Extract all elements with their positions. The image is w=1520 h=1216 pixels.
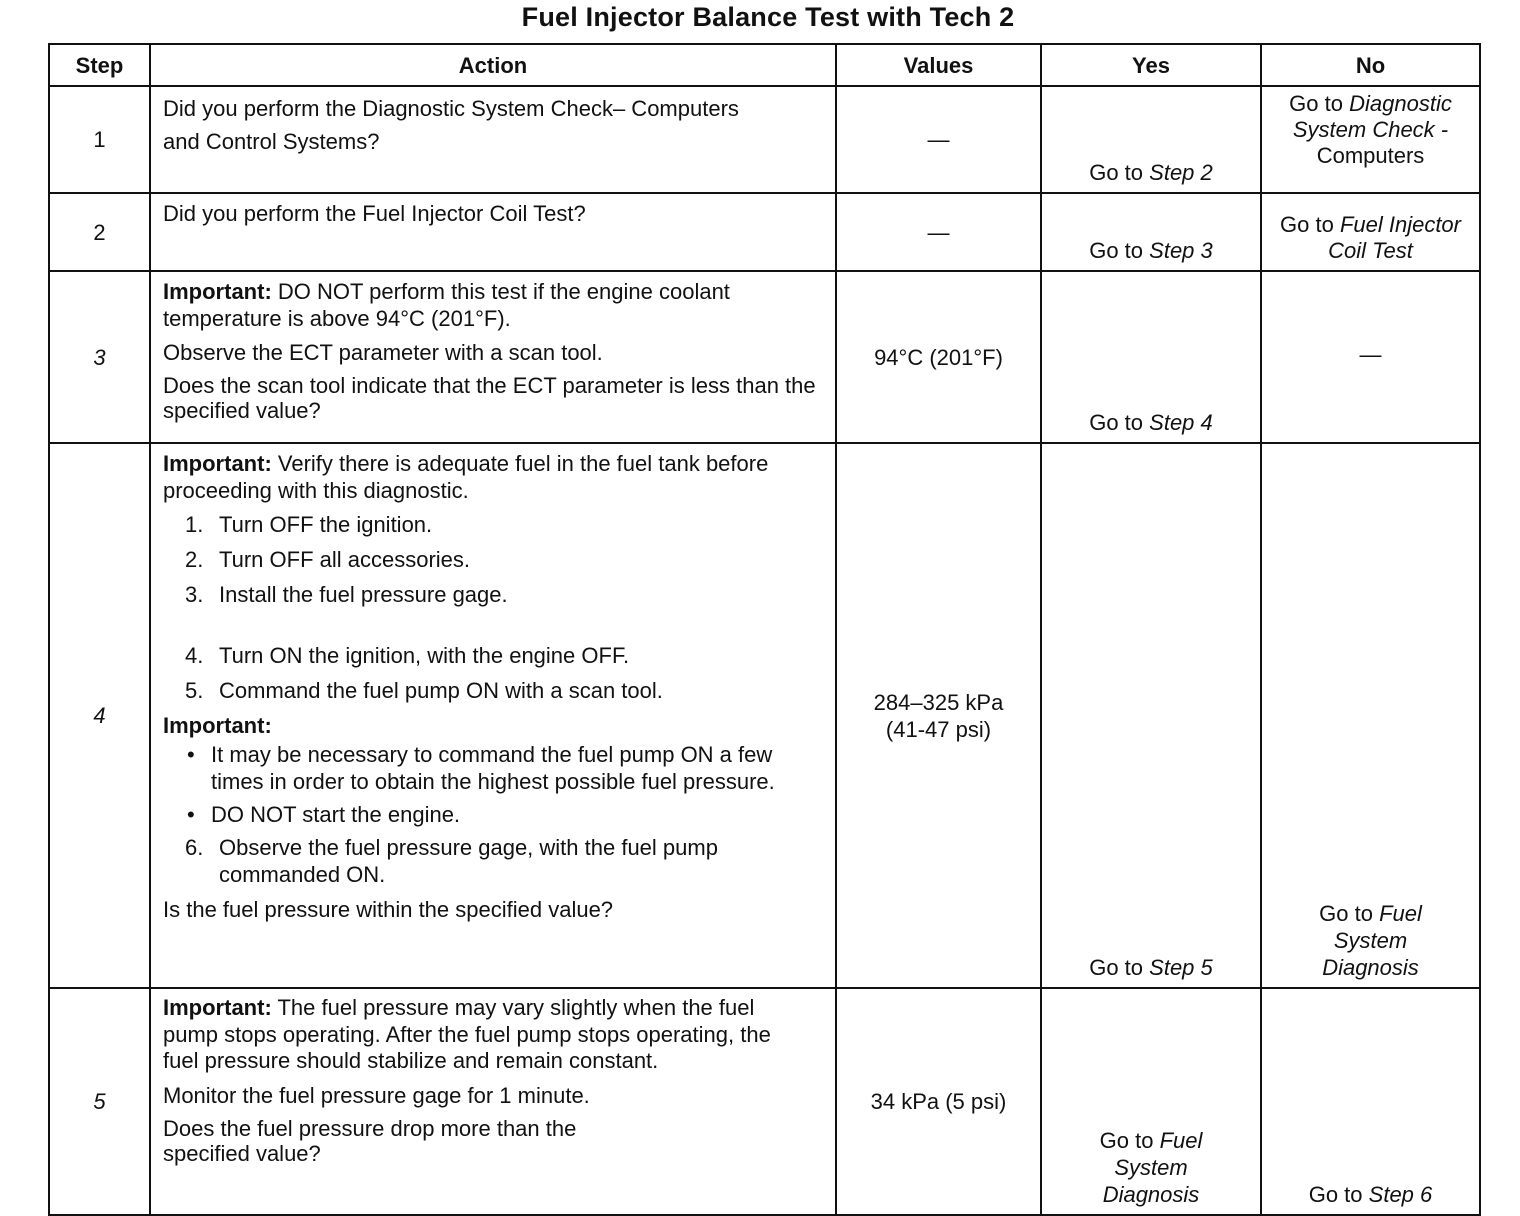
step-number: 5 xyxy=(49,988,150,1215)
go-to-text: Go to xyxy=(1308,1182,1363,1207)
action-text: Does the scan tool indicate that the ECT parameter is less than the specified value? xyxy=(163,373,816,423)
bullet-item: • DO NOT start the engine. xyxy=(187,802,461,827)
important-label: Important: xyxy=(163,279,272,304)
header-action: Action xyxy=(150,44,836,86)
yes-cell xyxy=(1041,193,1261,271)
header-no: No xyxy=(1261,44,1480,86)
go-to-text: Go to xyxy=(1099,1128,1154,1153)
go-to-text: Go to xyxy=(1089,955,1144,980)
yes-reference: Step 5 xyxy=(1149,955,1213,980)
go-to-text: Go to xyxy=(1089,410,1144,435)
action-cell xyxy=(150,443,836,988)
action-text: Is the fuel pressure within the specified value? xyxy=(163,897,614,922)
no-cell xyxy=(1261,443,1480,988)
go-to-text: Go to xyxy=(1280,212,1334,237)
yes-reference: Step 3 xyxy=(1149,238,1213,263)
important-label: Important: xyxy=(163,713,272,738)
header-row xyxy=(49,44,1480,86)
table-row xyxy=(49,271,1480,443)
yes-cell xyxy=(1041,988,1261,1215)
go-to-text: Go to xyxy=(1289,91,1343,116)
go-to-text: Go to xyxy=(1089,160,1144,185)
important-label: Important: xyxy=(163,995,272,1020)
go-to-text: Go to xyxy=(1089,238,1144,263)
no-cell xyxy=(1261,193,1480,271)
action-cell xyxy=(150,271,836,443)
no-cell: — xyxy=(1261,271,1480,443)
bullet-icon: • xyxy=(187,802,195,827)
yes-reference: Step 2 xyxy=(1149,160,1213,185)
yes-cell xyxy=(1041,86,1261,193)
action-cell xyxy=(150,86,836,193)
list-item: 2. Turn OFF all accessories. xyxy=(185,547,471,572)
values-cell xyxy=(836,443,1041,988)
diagnostic-table xyxy=(48,43,1481,1216)
bullet-icon: • xyxy=(187,742,195,767)
header-yes: Yes xyxy=(1041,44,1261,86)
action-text: Did you perform the Fuel Injector Coil Test? xyxy=(163,201,586,226)
table-row xyxy=(49,443,1480,988)
step-number: 3 xyxy=(49,271,150,443)
value-text: 284–325 kPa xyxy=(873,689,1004,715)
important-text: Verify there is adequate fuel in the fuel tank before proceeding with this diagnostic. xyxy=(163,451,769,503)
action-text: Does the fuel pressure drop more than the specified value? xyxy=(163,1115,577,1166)
page-title: Fuel Injector Balance Test with Tech 2 xyxy=(521,2,1015,32)
no-cell xyxy=(1261,988,1480,1215)
yes-reference: Step 4 xyxy=(1149,410,1213,435)
list-item: 1. Turn OFF the ignition. xyxy=(185,512,433,537)
no-reference: Fuel System Diagnosis xyxy=(1322,901,1422,980)
table-row xyxy=(49,193,1480,271)
list-item: 3. Install the fuel pressure gage. xyxy=(185,582,508,607)
list-item: 5. Command the fuel pump ON with a scan tool. xyxy=(185,678,663,703)
step-number: 1 xyxy=(49,86,150,193)
action-cell xyxy=(150,193,836,271)
list-item: 6. Observe the fuel pressure gage, with the fuel pump commanded ON. xyxy=(185,835,718,887)
yes-cell xyxy=(1041,271,1261,443)
values-cell: — xyxy=(836,86,1041,193)
yes-reference: Fuel System Diagnosis xyxy=(1102,1128,1203,1207)
important-text: The fuel pressure may vary slightly when the fuel pump stops operating. After the fuel pump stops operating, the fuel pressure should stabilize and remain constant. xyxy=(163,995,771,1073)
yes-cell xyxy=(1041,443,1261,988)
value-text: (41-47 psi) xyxy=(885,716,992,742)
action-cell xyxy=(150,988,836,1215)
values-cell: 34 kPa (5 psi) xyxy=(836,988,1041,1215)
header-step: Step xyxy=(49,44,150,86)
table-row xyxy=(49,86,1480,193)
action-text: Observe the ECT parameter with a scan tool. xyxy=(163,340,603,365)
action-text: Did you perform the Diagnostic System Check– Computers xyxy=(163,96,739,121)
important-text: DO NOT perform this test if the engine coolant temperature is above 94°C (201°F). xyxy=(163,279,730,331)
list-item: 4. Turn ON the ignition, with the engine OFF. xyxy=(185,643,630,668)
no-reference: Diagnostic System Check - xyxy=(1292,91,1452,142)
values-cell: 94°C (201°F) xyxy=(836,271,1041,443)
action-text: and Control Systems? xyxy=(163,129,380,154)
no-cell xyxy=(1261,86,1480,193)
go-to-text: Go to xyxy=(1319,901,1373,926)
important-label: Important: xyxy=(163,451,272,476)
bullet-item: • It may be necessary to command the fuel pump ON a few times in order to obtain the highest possible fuel pressure. xyxy=(187,742,775,794)
header-values: Values xyxy=(836,44,1041,86)
action-text: Monitor the fuel pressure gage for 1 minute. xyxy=(163,1082,590,1108)
step-number: 2 xyxy=(49,193,150,271)
step-number: 4 xyxy=(49,443,150,988)
no-reference: Step 6 xyxy=(1368,1182,1433,1207)
no-reference-tail: Computers xyxy=(1316,143,1425,168)
no-reference: Fuel Injector Coil Test xyxy=(1328,212,1461,263)
table-row xyxy=(49,988,1480,1215)
values-cell: — xyxy=(836,193,1041,271)
